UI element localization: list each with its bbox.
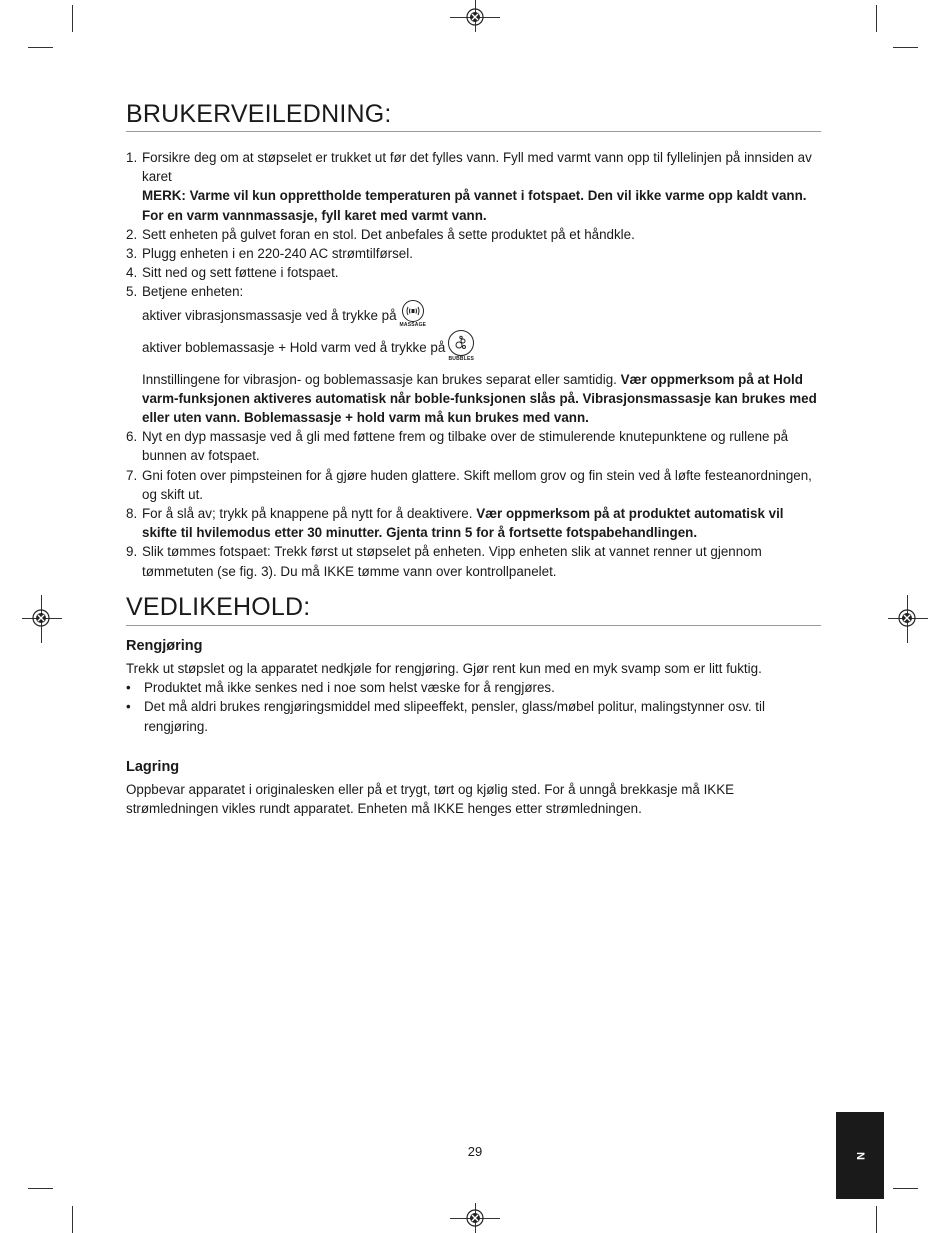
step-text: Slik tømmes fotspaet: Trekk først ut støpselet på enheten. Vipp enheten slik at vannet renner ut gjennom tømmetuten (se fig. 3). Du må IKKE tømme vann over kontrollpanelet. xyxy=(142,544,762,579)
bubbles-button-icon xyxy=(448,330,474,362)
settings-paragraph xyxy=(142,370,821,428)
step-text: Sitt ned og sett føttene i fotspaet. xyxy=(142,265,339,281)
massage-instruction xyxy=(142,302,821,330)
step-number: 5. xyxy=(126,284,138,300)
title-rule xyxy=(126,625,821,626)
step-warning: Vær oppmerksom på at produktet automatisk vil skifte til hvilemodus etter 30 minutter. Gjenta trinn 5 for å fortsette fotspabehandlingen. xyxy=(142,506,784,541)
cleaning-heading: Rengjøring xyxy=(126,638,203,654)
step-text: For å slå av; trykk på knappene på nytt for å deaktivere. xyxy=(142,506,473,522)
step-text: Nyt en dyp massasje ved å gli med føttene frem og tilbake over de stimulerende knutepunktene og rullene på bunnen av fotspaet. xyxy=(142,429,789,464)
registration-mark-icon xyxy=(31,608,51,628)
crop-mark-top-left-h xyxy=(28,47,53,48)
step-6 xyxy=(126,427,821,465)
crop-mark-bottom-right-v xyxy=(876,1206,877,1233)
bullet-symbol: • xyxy=(126,680,131,696)
registration-mark-icon xyxy=(465,7,485,27)
instructions-steps xyxy=(126,148,821,581)
registration-mark-icon xyxy=(465,1208,485,1228)
cleaning-bullet xyxy=(126,678,821,697)
step-number: 1. xyxy=(126,150,138,165)
step-number: 2. xyxy=(126,226,138,242)
crop-mark-bottom-left-h xyxy=(28,1188,53,1189)
settings-text: Innstillingene for vibrasjon- og boblemassasje kan brukes separat eller samtidig. xyxy=(142,371,617,387)
bullet-symbol: • xyxy=(126,699,131,715)
step-2 xyxy=(126,225,821,244)
page-number: 29 xyxy=(467,1144,483,1159)
step-text: Forsikre deg om at støpselet er trukket ut før det fylles vann. Fyll med varmt vann opp til fyllelinjen på innsiden av karet xyxy=(142,150,812,185)
title-rule xyxy=(126,131,821,132)
step-3 xyxy=(126,244,821,263)
step-7 xyxy=(126,466,821,504)
bullet-text: Produktet må ikke senkes ned i noe som helst væske for å rengjøres. xyxy=(144,680,555,696)
step-number: 4. xyxy=(126,265,138,281)
step-note: MERK: Varme vil kun opprettholde temperaturen på vannet i fotspaet. Den vil ikke varme opp kaldt vann. For en varm vannmassasje, fyll karet med varmt vann. xyxy=(142,188,807,223)
maintenance-title: VEDLIKEHOLD: xyxy=(126,593,311,621)
language-tab-label: N xyxy=(853,1151,866,1160)
step-8 xyxy=(126,504,821,542)
massage-button-icon xyxy=(400,300,427,328)
language-tab xyxy=(836,1112,884,1199)
registration-mark-icon xyxy=(897,608,917,628)
storage-section xyxy=(126,757,821,818)
cleaning-intro: Trekk ut støpslet og la apparatet nedkjøle for rengjøring. Gjør rent kun med en myk svamp som er litt fuktig. xyxy=(126,661,762,676)
step-text: Gni foten over pimpsteinen for å gjøre huden glattere. Skift mellom grov og fin stein ved å løfte festeanordningen, og skift ut. xyxy=(142,467,812,502)
massage-instruction-text: aktiver vibrasjonsmassasje ved å trykke på xyxy=(142,308,397,324)
bullet-text: Det må aldri brukes rengjøringsmiddel med slipeeffekt, pensler, glass/møbel politur, malingstynner osv. til rengjøring. xyxy=(144,699,765,734)
step-number: 7. xyxy=(126,467,138,483)
settings-warning: Vær oppmerksom på at Hold varm-funksjonen aktiveres automatisk når boble-funksjonen slås på. Vibrasjonsmassasje kan brukes med eller uten vann. Boblemassasje + hold varm må kun brukes med vann. xyxy=(142,371,817,426)
storage-heading: Lagring xyxy=(126,759,180,775)
step-text: Sett enheten på gulvet foran en stol. Det anbefales å sette produktet på et håndkle. xyxy=(142,226,635,242)
crop-mark-top-right-h xyxy=(893,47,918,48)
crop-mark-bottom-right-h xyxy=(893,1188,918,1189)
step-text: Betjene enheten: xyxy=(142,284,244,300)
step-9 xyxy=(126,542,821,580)
step-text: Plugg enheten i en 220-240 AC strømtilførsel. xyxy=(142,246,413,262)
crop-mark-top-left-v xyxy=(72,5,73,32)
crop-mark-top-right-v xyxy=(876,5,877,32)
bubbles-caption: BUBBLES xyxy=(448,355,475,362)
step-text-paragraph xyxy=(142,504,821,542)
step-number: 8. xyxy=(126,506,138,522)
bubbles-instruction-text: aktiver boblemassasje + Hold varm ved å trykke på xyxy=(142,340,446,356)
cleaning-bullet xyxy=(126,697,821,735)
massage-caption: MASSAGE xyxy=(399,321,427,328)
step-5 xyxy=(126,282,821,427)
cleaning-section xyxy=(126,636,821,736)
step-4 xyxy=(126,263,821,282)
step-number: 6. xyxy=(126,429,138,445)
storage-text: Oppbevar apparatet i originalesken eller på et trygt, tørt og kjølig sted. For å unngå brekkasje må IKKE strømledningen vikles rundt apparatet. Enheten må IKKE henges etter strømledningen. xyxy=(126,782,735,817)
step-1 xyxy=(126,148,821,225)
step-number: 3. xyxy=(126,246,138,262)
bubbles-instruction xyxy=(142,332,821,364)
crop-mark-bottom-left-v xyxy=(72,1206,73,1233)
step-number: 9. xyxy=(126,544,138,560)
instructions-title: BRUKERVEILEDNING: xyxy=(126,100,392,128)
